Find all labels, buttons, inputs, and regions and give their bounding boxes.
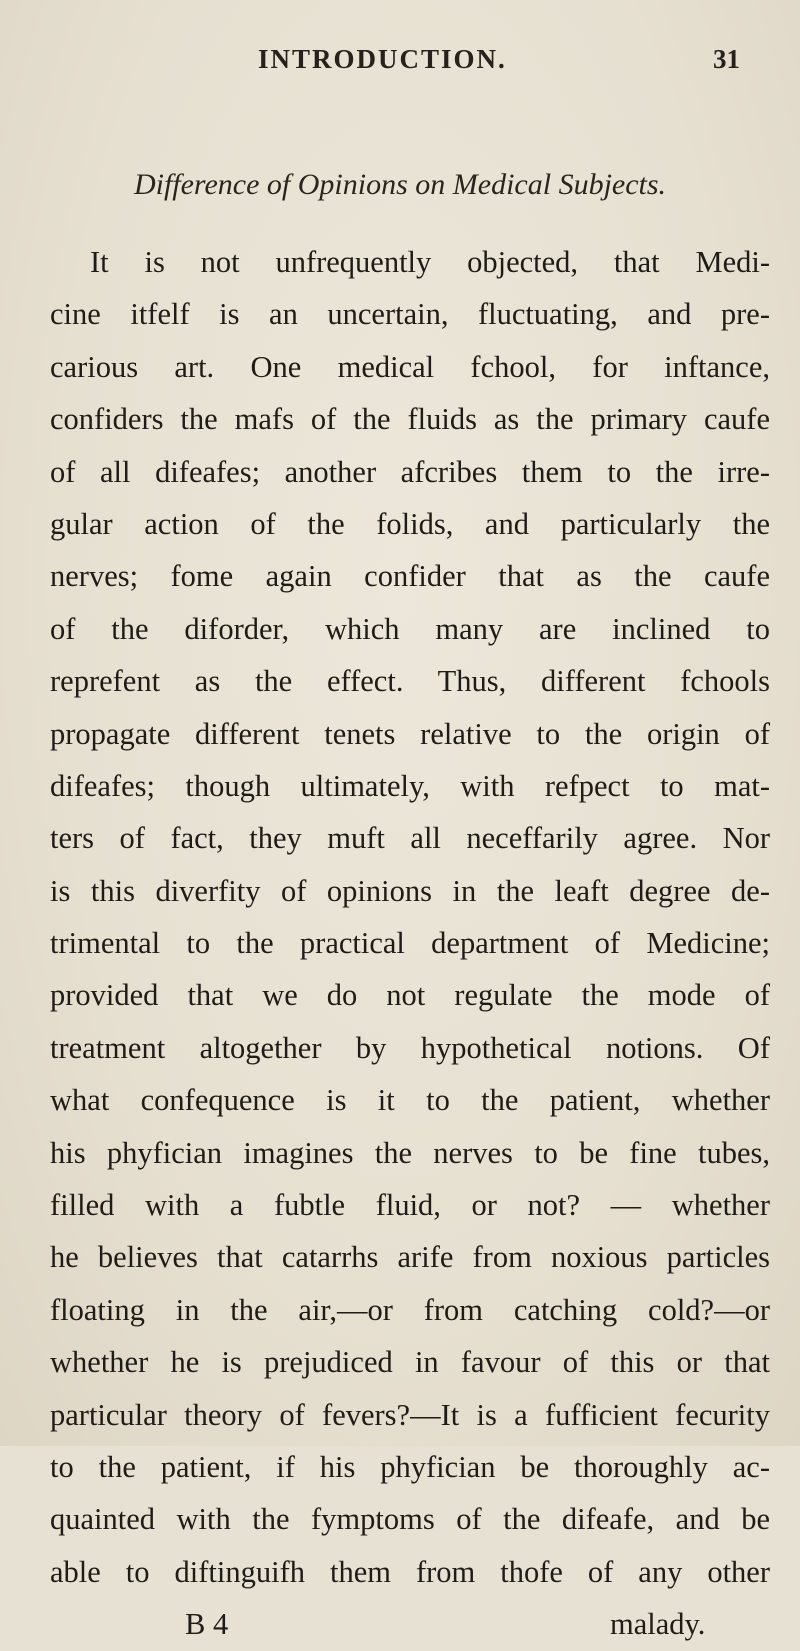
text-line: nerves; fome again confider that as the caufe (50, 559, 770, 594)
text-line: confiders the mafs of the fluids as the primary caufe (50, 402, 770, 437)
text-line: of the diforder, which many are inclined to (50, 611, 770, 646)
text-line: difeafes; though ultimately, with refpect to mat- (50, 768, 770, 803)
text-line: floating in the air,—or from catching cold?—or (50, 1292, 770, 1327)
page-number: 31 (713, 44, 740, 74)
text-line: ters of fact, they muft all neceffarily agree. Nor (50, 821, 770, 856)
text-line: provided that we do not regulate the mode of (50, 978, 770, 1013)
text-line: treatment altogether by hypothetical notions. Of (50, 1030, 770, 1065)
text-line: propagate different tenets relative to the origin of (50, 716, 770, 751)
section-heading: Difference of Opinions on Medical Subjects. (133, 168, 667, 201)
text-line: his phyfician imagines the nerves to be fine tubes, (50, 1135, 770, 1170)
body-text (50, 236, 770, 1651)
text-line: is this diverfity of opinions in the leaft degree de- (50, 873, 770, 908)
text-line: of all difeafes; another afcribes them to the irre- (50, 454, 770, 489)
footer-line (50, 1598, 770, 1650)
text-line: trimental to the practical department of Medicine; (50, 926, 770, 961)
text-line: particular theory of fevers?—It is a fufficient fecurity (50, 1397, 770, 1432)
text-line: filled with a fubtle fluid, or not? — whether (50, 1188, 770, 1223)
text-line: quainted with the fymptoms of the difeafe, and be (50, 1502, 770, 1537)
text-line: able to diftinguifh them from thofe of any other (50, 1554, 770, 1589)
text-line: reprefent as the effect. Thus, different fchools (50, 664, 770, 699)
text-line: cine itfelf is an uncertain, fluctuating, and pre- (50, 297, 770, 332)
running-head (0, 44, 800, 84)
text-line: gular action of the folids, and particularly the (50, 506, 770, 541)
running-title: INTRODUCTION. (258, 44, 507, 74)
text-line: to the patient, if his phyfician be thoroughly ac- (50, 1449, 770, 1484)
signature-mark: B 4 (185, 1607, 229, 1642)
catchword: malady. (610, 1607, 706, 1642)
text-line: he believes that catarrhs arife from noxious particles (50, 1240, 770, 1275)
text-line: what confequence is it to the patient, whether (50, 1083, 770, 1118)
text-line: It is not unfrequently objected, that Medi- (90, 245, 770, 279)
text-line: whether he is prejudiced in favour of this or that (50, 1345, 770, 1380)
text-line: carious art. One medical fchool, for inftance, (50, 349, 770, 384)
